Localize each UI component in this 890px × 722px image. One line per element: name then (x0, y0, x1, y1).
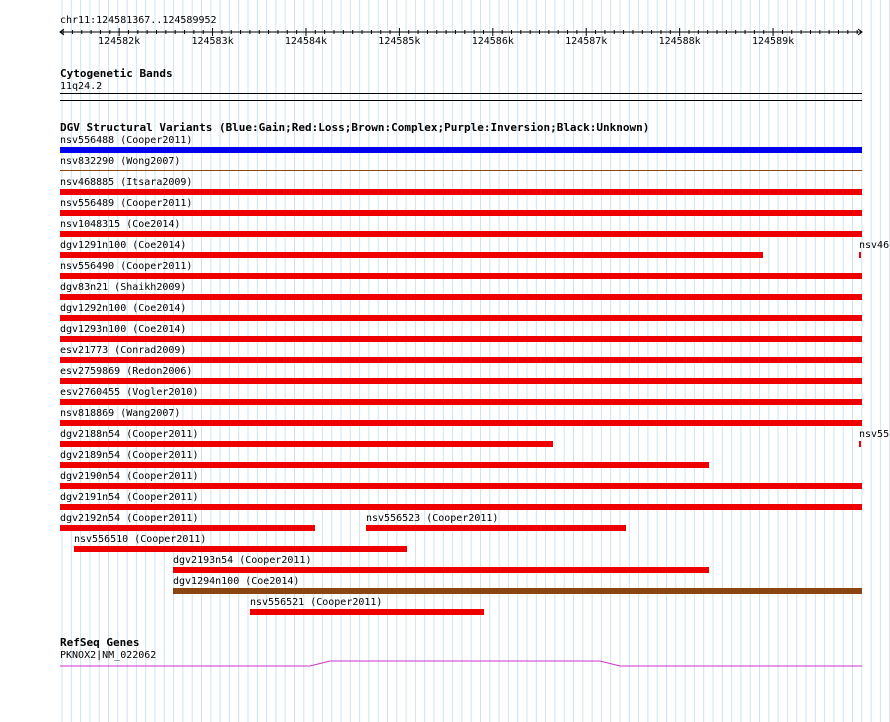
cytoband-line-bottom (60, 100, 862, 101)
cytoband-label[interactable]: 11q24.2 (60, 81, 103, 92)
dgv-feature-label[interactable]: dgv1293n100 (Coe2014) (60, 324, 187, 335)
ruler[interactable] (0, 24, 890, 48)
cytoband-track-title: Cytogenetic Bands (60, 67, 173, 80)
dgv-feature-label[interactable]: nsv55 (859, 429, 890, 440)
ruler-tick-label: 124584k (284, 36, 328, 47)
dgv-feature-bar[interactable] (173, 588, 862, 594)
dgv-feature-label[interactable]: dgv1294n100 (Coe2014) (173, 576, 300, 587)
dgv-feature-label[interactable]: dgv2193n54 (Cooper2011) (173, 555, 312, 566)
dgv-feature-bar[interactable] (60, 294, 862, 300)
dgv-feature-label[interactable]: dgv2189n54 (Cooper2011) (60, 450, 199, 461)
dgv-feature-label[interactable]: esv2760455 (Vogler2010) (60, 387, 199, 398)
ruler-tick-label: 124583k (191, 36, 234, 47)
dgv-feature-bar[interactable] (859, 441, 861, 447)
dgv-feature-label[interactable]: dgv2191n54 (Cooper2011) (60, 492, 199, 503)
dgv-feature-label[interactable]: nsv556521 (Cooper2011) (250, 597, 383, 608)
dgv-feature-label[interactable]: nsv468885 (Itsara2009) (60, 177, 193, 188)
dgv-feature-bar[interactable] (60, 378, 862, 384)
dgv-feature-bar[interactable] (60, 441, 553, 447)
dgv-feature-bar[interactable] (60, 462, 709, 468)
dgv-feature-bar[interactable] (173, 567, 709, 573)
dgv-feature-bar[interactable] (74, 546, 407, 552)
ruler-tick-label: 124587k (565, 36, 608, 47)
dgv-feature-label[interactable]: nsv46 (859, 240, 890, 251)
dgv-feature-bar[interactable] (60, 252, 763, 258)
dgv-feature-label[interactable]: nsv832290 (Wong2007) (60, 156, 181, 167)
dgv-feature-bar[interactable] (60, 336, 862, 342)
dgv-feature-bar[interactable] (859, 252, 861, 258)
dgv-feature-label[interactable]: nsv556489 (Cooper2011) (60, 198, 193, 209)
refseq-gene-line (60, 661, 862, 666)
dgv-feature-bar[interactable] (60, 399, 862, 405)
ruler-tick-label: 124589k (751, 36, 795, 47)
dgv-feature-bar[interactable] (60, 273, 862, 279)
dgv-feature-label[interactable]: nsv556523 (Cooper2011) (366, 513, 499, 524)
dgv-feature-label[interactable]: dgv1292n100 (Coe2014) (60, 303, 187, 314)
refseq-gene-model[interactable] (0, 656, 890, 672)
ruler-tick-label: 124582k (98, 36, 141, 47)
ruler-tick-label: 124586k (471, 36, 514, 47)
dgv-feature-bar[interactable] (60, 231, 862, 237)
dgv-feature-label[interactable]: esv2759869 (Redon2006) (60, 366, 193, 377)
dgv-feature-bar[interactable] (60, 420, 862, 426)
dgv-feature-label[interactable]: nsv556488 (Cooper2011) (60, 135, 193, 146)
ruler-tick-label: 124588k (658, 36, 701, 47)
dgv-feature-label[interactable]: dgv1291n100 (Coe2014) (60, 240, 187, 251)
dgv-feature-label[interactable]: nsv556490 (Cooper2011) (60, 261, 193, 272)
refseq-gene-label[interactable]: PKNOX2|NM_022062 (60, 650, 157, 661)
dgv-feature-bar[interactable] (60, 483, 862, 489)
dgv-feature-label[interactable]: dgv2192n54 (Cooper2011) (60, 513, 199, 524)
dgv-feature-bar[interactable] (60, 357, 862, 363)
dgv-feature-label[interactable]: nsv818869 (Wang2007) (60, 408, 181, 419)
dgv-feature-label[interactable]: dgv2190n54 (Cooper2011) (60, 471, 199, 482)
dgv-feature-bar[interactable] (60, 147, 862, 153)
dgv-feature-label[interactable]: dgv83n21 (Shaikh2009) (60, 282, 187, 293)
dgv-feature-label[interactable]: dgv2188n54 (Cooper2011) (60, 429, 199, 440)
dgv-feature-bar[interactable] (366, 525, 626, 531)
cytoband-line-top (60, 93, 862, 94)
dgv-feature-bar[interactable] (60, 210, 862, 216)
ruler-label: chr11:124581367..124589952 (60, 15, 217, 26)
dgv-feature-bar[interactable] (60, 189, 862, 195)
refseq-track-title: RefSeq Genes (60, 636, 140, 649)
dgv-feature-label[interactable]: nsv556510 (Cooper2011) (74, 534, 207, 545)
dgv-feature-bar[interactable] (250, 609, 484, 615)
dgv-feature-bar[interactable] (60, 315, 862, 321)
dgv-feature-label[interactable]: nsv1048315 (Coe2014) (60, 219, 181, 230)
dgv-track-title: DGV Structural Variants (Blue:Gain;Red:Loss;Brown:Complex;Purple:Inversion;Black:Unknown) (60, 121, 650, 134)
dgv-feature-bar[interactable] (60, 525, 315, 531)
dgv-feature-label[interactable]: esv21773 (Conrad2009) (60, 345, 187, 356)
dgv-feature-bar[interactable] (60, 504, 862, 510)
dgv-feature-bar[interactable] (60, 170, 862, 171)
ruler-tick-label: 124585k (378, 36, 421, 47)
